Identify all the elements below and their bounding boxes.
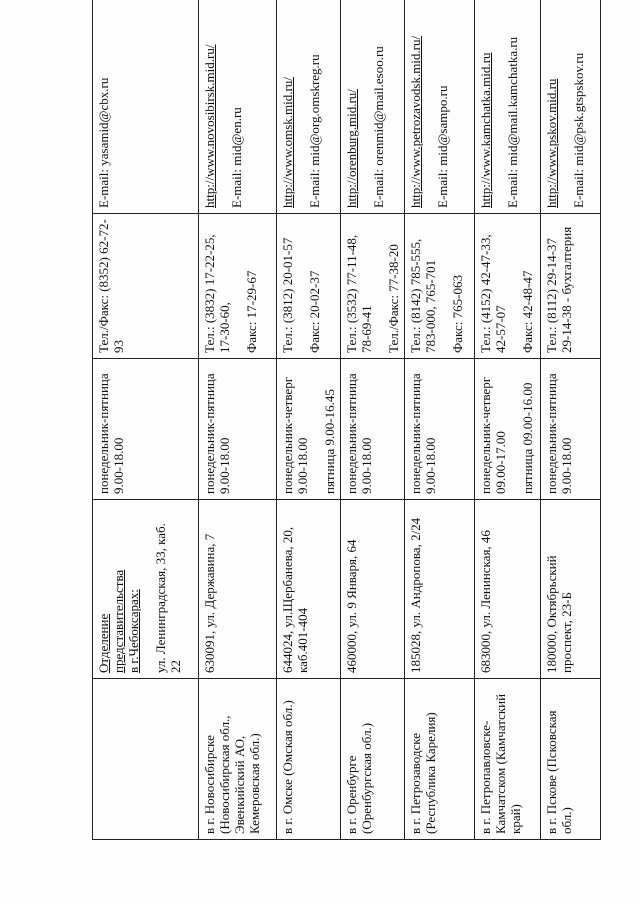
phone-line: 29-14-38 - бухгалтерия [559, 226, 574, 353]
address-line: 683000, ул. Ленинская, 46 [478, 530, 493, 673]
hours-cell [199, 359, 277, 500]
hours-line: 9.00-18.00 [359, 437, 374, 494]
city-cell [93, 679, 199, 840]
hours-line: 9.00-18.00 [559, 437, 574, 494]
address-cell [475, 500, 541, 679]
email-line[interactable]: E-mail: mid@sampo.ru [435, 85, 450, 208]
hours-line: понедельник-четверг [478, 376, 493, 494]
address-cell [199, 500, 277, 679]
web-cell [199, 0, 277, 214]
phone-line: Тел.: (3532) 77-11-48, 78-69-41 [344, 234, 374, 353]
website-link[interactable]: http://www.kamchatka.mid.ru [478, 52, 493, 208]
hours-line: понедельник-пятница [202, 373, 217, 494]
hours-line: 09.00-17.00 [493, 431, 508, 494]
hours-line: 9.00-18.00 [295, 437, 310, 494]
phone-line: Тел./Факс: (8352) 62-72-93 [96, 219, 126, 353]
website-link[interactable]: http://orenburg.mid.ru/ [344, 89, 359, 208]
city-cell: в г. Пскове (Псковская обл.) [541, 679, 601, 840]
address-cell [405, 500, 475, 679]
phone-cell [93, 214, 199, 359]
address-line: Отделение [96, 613, 111, 673]
web-cell [475, 0, 541, 214]
hours-cell [277, 359, 341, 500]
hours-line: 9.00-18.00 [217, 437, 232, 494]
city-cell: в г. Петропавловске-Камчатском (Камчатский край) [475, 679, 541, 840]
email-line[interactable]: E-mail: mid@en.ru [229, 107, 244, 208]
hours-line: понедельник-пятница [544, 373, 559, 494]
table-row [199, 0, 277, 840]
address-line: 644024, ул.Щербанева, 20, каб.401-404 [280, 526, 310, 673]
table-row [93, 0, 199, 840]
hours-line: пятница 09.00-16.00 [520, 382, 535, 494]
address-line: 630091, ул. Державина, 7 [202, 533, 217, 673]
address-line: ул. Ленинградская, 33, каб. [153, 523, 168, 673]
address-line: представительства [111, 569, 126, 673]
email-line[interactable]: E-mail: orenmid@mail.esoo.ru [371, 46, 386, 208]
address-line: 180000, Октябрьский проспект, 23-Б [544, 555, 574, 673]
hours-cell [341, 359, 405, 500]
email-line[interactable]: E-mail: mid@mail.kamchatka.ru [505, 36, 520, 208]
phone-cell [405, 214, 475, 359]
city-cell: в г. Новосибирске (Новосибирская обл., Эвенкийский АО, Кемеровская обл.) [199, 679, 277, 840]
address-line: 22 [168, 660, 183, 673]
table-row [541, 0, 601, 840]
hours-line: пятница 9.00-16.45 [322, 389, 337, 494]
phone-line: Тел.: (4152) 42-47-33, 42-57-07 [478, 234, 508, 353]
web-cell [541, 0, 601, 214]
hours-line: понедельник-четверг [280, 376, 295, 494]
offices-table [92, 0, 601, 840]
city-cell: в г. Петрозаводске (Республика Карелия) [405, 679, 475, 840]
table-row [277, 0, 341, 840]
city-cell: в г. Омске (Омская обл.) [277, 679, 341, 840]
email-line[interactable]: E-mail: mid@org.omskreg.ru [307, 54, 322, 208]
table-row [341, 0, 405, 840]
fax-line: Факс: 20-02-37 [307, 270, 322, 353]
phone-cell [277, 214, 341, 359]
phone-cell [199, 214, 277, 359]
hours-line: понедельник-пятница [344, 373, 359, 494]
web-cell [405, 0, 475, 214]
web-cell [93, 0, 199, 214]
hours-cell [93, 359, 199, 500]
hours-cell [405, 359, 475, 500]
fax-line: Факс: 42-48-47 [520, 270, 535, 353]
website-link[interactable]: http://www.novosibirsk.mid.ru/ [202, 44, 217, 208]
fax-line: Факс: 17-29-67 [244, 270, 259, 353]
hours-line: 9.00-18.00 [423, 437, 438, 494]
address-line: 185028, ул. Андропова, 2/24 [408, 517, 423, 673]
address-cell [277, 500, 341, 679]
fax-line: Тел./Факс: 77-38-20 [386, 244, 401, 353]
web-cell [277, 0, 341, 214]
address-cell [541, 500, 601, 679]
city-cell: в г. Оренбурге (Оренбургская обл.) [341, 679, 405, 840]
phone-line: Тел.: (8142) 785-555, 783-000, 765-701 [408, 238, 438, 353]
phone-cell [341, 214, 405, 359]
table-row [475, 0, 541, 840]
phone-cell [475, 214, 541, 359]
address-cell [93, 500, 199, 679]
phone-line: Тел.: (3812) 20-01-57 [280, 237, 295, 353]
email-line[interactable]: E-mail: yasamid@cbx.ru [96, 77, 111, 208]
phone-line: Тел.: (8112) 29-14-37 [544, 238, 559, 353]
address-line: 460000, ул. 9 Января, 64 [344, 539, 359, 673]
hours-line: понедельник-пятница [96, 373, 111, 494]
hours-line: понедельник-пятница [408, 373, 423, 494]
hours-cell [475, 359, 541, 500]
table-row [405, 0, 475, 840]
website-link[interactable]: http://www.pskov.mid.ru [544, 78, 559, 208]
email-line[interactable]: E-mail: mid@psk.gtspskov.ru [571, 52, 586, 208]
phone-cell [541, 214, 601, 359]
hours-cell [541, 359, 601, 500]
web-cell [341, 0, 405, 214]
hours-line: 9.00-18.00 [111, 437, 126, 494]
fax-line: Факс: 765-063 [450, 275, 465, 353]
website-link[interactable]: http://www.omsk.mid.ru/ [280, 77, 295, 208]
website-link[interactable]: http://www.petrozavodsk.mid.ru/ [408, 35, 423, 208]
address-cell [341, 500, 405, 679]
phone-line: Тел.: (3832) 17-22-25, 17-30-60, [202, 234, 232, 353]
rotated-table-container [92, 35, 588, 840]
address-line: в г.Чебоксарах: [126, 589, 141, 673]
